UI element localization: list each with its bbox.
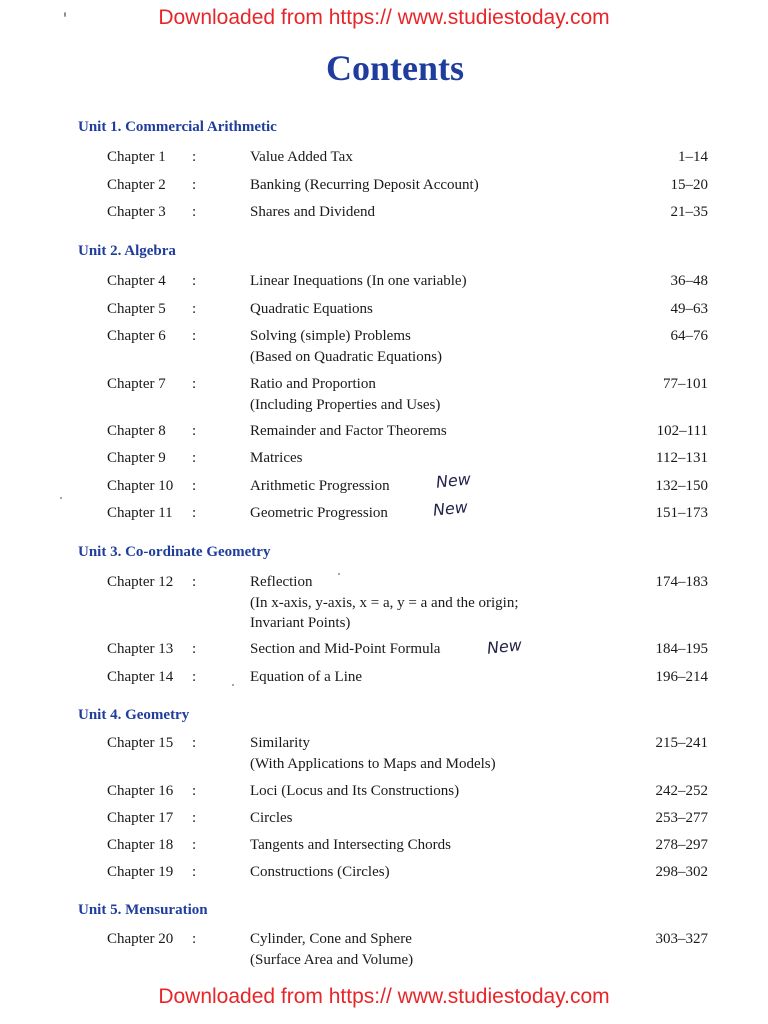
separator: :	[192, 204, 197, 220]
download-banner-top: Downloaded from https:// www.studiestoday.com	[158, 6, 610, 29]
chapter-title-main: Cylinder, Cone and Sphere	[250, 931, 412, 947]
chapter-title	[250, 929, 620, 970]
separator: :	[192, 273, 197, 289]
page-range: 151–173	[655, 505, 708, 521]
chapter-number: Chapter 1	[107, 149, 166, 165]
page-range: 184–195	[655, 641, 708, 657]
chapter-title: Constructions (Circles)	[250, 864, 390, 880]
chapter-number: Chapter 18	[107, 837, 174, 853]
separator: :	[192, 478, 197, 494]
separator: :	[192, 328, 197, 344]
chapter-title: Circles	[250, 810, 293, 826]
separator: :	[192, 810, 197, 826]
handwritten-new-note: New	[432, 497, 469, 520]
chapter-title: Loci (Locus and Its Constructions)	[250, 783, 460, 799]
page-range: 278–297	[655, 837, 708, 853]
handwritten-new-note: New	[435, 469, 472, 492]
chapter-title-main: Solving (simple) Problems	[250, 328, 411, 344]
chapter-title	[250, 326, 620, 367]
page-range: 196–214	[655, 669, 708, 685]
page-range: 36–48	[670, 273, 708, 289]
separator: :	[192, 423, 197, 439]
page-range: 77–101	[663, 376, 708, 392]
page-range: 49–63	[670, 301, 708, 317]
page-range: 1–14	[678, 149, 708, 165]
chapter-title: Shares and Dividend	[250, 204, 375, 220]
page-range: 21–35	[670, 204, 708, 220]
unit-heading: Unit 5. Mensuration	[78, 902, 208, 918]
chapter-title-main: Ratio and Proportion	[250, 376, 376, 392]
chapter-subtitle: (Based on Quadratic Equations)	[250, 348, 443, 365]
unit-heading: Unit 1. Commercial Arithmetic	[78, 119, 277, 135]
page-range: 112–131	[656, 450, 708, 466]
chapter-number: Chapter 16	[107, 783, 174, 799]
chapter-number: Chapter 15	[107, 735, 174, 751]
chapter-number: Chapter 9	[107, 450, 166, 466]
page-range: 102–111	[656, 423, 708, 439]
unit-heading: Unit 2. Algebra	[78, 243, 176, 259]
page-range: 132–150	[655, 478, 708, 494]
page-range: 174–183	[655, 574, 708, 590]
chapter-subtitle: (With Applications to Maps and Models)	[250, 755, 496, 772]
separator: :	[192, 177, 197, 193]
handwritten-new-note: New	[486, 635, 523, 658]
chapter-title: Quadratic Equations	[250, 301, 373, 317]
separator: :	[192, 783, 197, 799]
chapter-number: Chapter 6	[107, 328, 166, 344]
chapter-title-main: Reflection	[250, 574, 313, 590]
chapter-title: Tangents and Intersecting Chords	[250, 837, 451, 853]
separator: :	[192, 931, 197, 947]
chapter-number: Chapter 8	[107, 423, 166, 439]
chapter-title: Remainder and Factor Theorems	[250, 423, 447, 439]
separator: :	[192, 735, 197, 751]
separator: :	[192, 301, 197, 317]
scan-speck	[338, 573, 340, 575]
separator: :	[192, 376, 197, 392]
chapter-number: Chapter 10	[107, 478, 174, 494]
chapter-number: Chapter 11	[107, 505, 173, 521]
scan-speck	[232, 684, 234, 686]
chapter-title: Banking (Recurring Deposit Account)	[250, 177, 479, 193]
page-range: 303–327	[655, 931, 708, 947]
chapter-title: Equation of a Line	[250, 669, 363, 685]
separator: :	[192, 641, 197, 657]
page-range: 242–252	[655, 783, 708, 799]
page-range: 215–241	[655, 735, 708, 751]
chapter-title	[250, 374, 620, 415]
separator: :	[192, 837, 197, 853]
download-banner-bottom: Downloaded from https:// www.studiestoday.com	[158, 985, 610, 1008]
page-range: 15–20	[670, 177, 708, 193]
chapter-number: Chapter 3	[107, 204, 166, 220]
separator: :	[192, 574, 197, 590]
chapter-title-main: Similarity	[250, 735, 310, 751]
chapter-number: Chapter 2	[107, 177, 166, 193]
chapter-number: Chapter 4	[107, 273, 166, 289]
chapter-number: Chapter 13	[107, 641, 174, 657]
chapter-title	[250, 733, 620, 774]
chapter-number: Chapter 17	[107, 810, 174, 826]
chapter-number: Chapter 5	[107, 301, 166, 317]
chapter-number: Chapter 19	[107, 864, 174, 880]
separator: :	[192, 669, 197, 685]
separator: :	[192, 864, 197, 880]
scan-speck	[60, 497, 62, 499]
chapter-title	[250, 572, 570, 634]
chapter-title: Arithmetic Progression	[250, 478, 390, 494]
separator: :	[192, 505, 197, 521]
scan-speck	[64, 12, 66, 17]
chapter-title: Value Added Tax	[250, 149, 353, 165]
page-title: Contents	[325, 48, 464, 88]
chapter-title: Geometric Progression	[250, 505, 388, 521]
page-range: 253–277	[655, 810, 708, 826]
chapter-title: Linear Inequations (In one variable)	[250, 273, 467, 289]
chapter-number: Chapter 7	[107, 376, 166, 392]
chapter-subtitle: (Including Properties and Uses)	[250, 396, 441, 413]
unit-heading: Unit 4. Geometry	[78, 707, 190, 723]
separator: :	[192, 149, 197, 165]
chapter-number: Chapter 20	[107, 931, 174, 947]
chapter-number: Chapter 12	[107, 574, 174, 590]
separator: :	[192, 450, 197, 466]
page-range: 298–302	[655, 864, 708, 880]
page-range: 64–76	[670, 328, 708, 344]
unit-heading: Unit 3. Co-ordinate Geometry	[78, 544, 271, 560]
chapter-title: Matrices	[250, 450, 303, 466]
chapter-subtitle: (Surface Area and Volume)	[250, 951, 414, 968]
chapter-subtitle: (In x-axis, y-axis, x = a, y = a and the origin; Invariant Points)	[250, 594, 519, 631]
chapter-title: Section and Mid-Point Formula	[250, 641, 441, 657]
chapter-number: Chapter 14	[107, 669, 174, 685]
